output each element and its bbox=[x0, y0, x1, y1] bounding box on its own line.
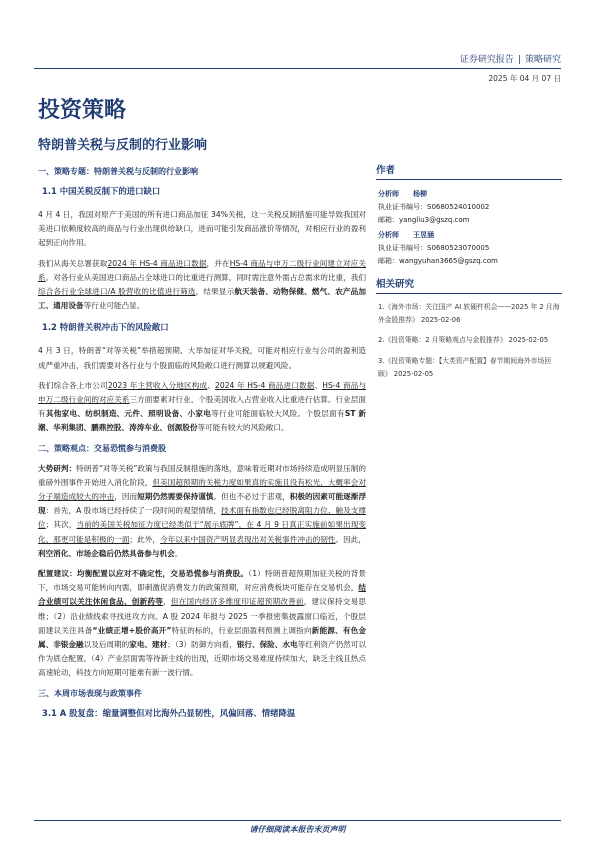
subsection-heading-1-1: 1.1 中国关税反制下的进口缺口 bbox=[42, 186, 161, 196]
author-email-link[interactable]: wangyuhan3665@gszq.com bbox=[399, 257, 498, 265]
author-card: 分析师 王昱涵 执业证书编号：S0680523070005 邮箱：wangyuhan3665@gszq.com bbox=[378, 231, 498, 265]
paragraph-3: 4 月 3 日，特朗普“对等关税”举措超预期、大举加征对华关税，可能对相应行业与公司的盈利造成严重冲击，我们需要对各行业与个股面临的风险敞口进行测算以规避风险。 bbox=[38, 346, 366, 370]
page-subtitle: 特朗普关税与反制的行业影响 bbox=[38, 138, 208, 153]
report-subtype: 策略研究 bbox=[524, 55, 561, 65]
related-research-item[interactable]: 2.《投资策略：2 月策略观点与金股推荐》 2025-02-05 bbox=[378, 336, 549, 345]
section-heading-3: 三、本周市场表现与政策事件 bbox=[38, 688, 142, 698]
paragraph-1: 4 月 4 日，我国对原产于美国的所有进口商品加征 34%关税，这一关税反制措施可能导致我国对美进口依赖度较高的商品与行业出现供给缺口，进而可能引发商品涨价等情况，对相应行业的盈利起到正向作用。 bbox=[38, 210, 366, 248]
footer-disclaimer: 请仔细阅读本报告末页声明 bbox=[249, 825, 346, 834]
report-date: 2025 年 04 月 07 日 bbox=[488, 74, 561, 83]
main-content bbox=[38, 162, 366, 730]
author-email-link[interactable]: yangliu3@gszq.com bbox=[399, 216, 470, 224]
separator: | bbox=[517, 55, 521, 65]
paragraph-6: 配置建议：均衡配置以应对不确定性，交易恐慌参与消费股。（1）特朗普超预期加征关税的背景下，市场交易可能转向内需，即刺激促消费发力的政策预期，对应消费板块可能存在交易机会，结合业绩可以关注休闲食品、创新药等，但在国内经济多维度印证超预期改善前，建议保持交易思维；（2）沿业绩线索寻找进攻方向。A 股 2024 年报与 2025 一季报密集披露窗口临近，个股层面建议关注具备“业绩正增+股价高开”特征的标的，行业层面盈利预测上调指向新能源、有色金属、非银金融以及后周期的家电、建材；（3）防御方向看，银行、保险、水电等红利资产仍然可以作为底仓配置。（4）产业层面需等待新主线的出现，近期市场交易难度持续加大，缺乏主线且热点高速轮动，科技方向短期可能难有新一波行情。 bbox=[38, 569, 367, 678]
related-research-heading: 相关研究 bbox=[376, 276, 562, 294]
report-type: 证券研究报告 bbox=[459, 55, 514, 65]
paragraph-4: 我们综合各上市公司2023 年主营收入分地区构成、2024 年 HS-4 商品进口数据、HS-4 商品与申万二级行业间的对应关系三方面要素对行业、个股美国收入占营业收入比重进行估算。行业层面有其他家电、纺织制造、元件、照明设备、小家电等行业可能面临较大风险。个股层面有ST 新潮、华利集团、鹏鼎控股、涛涛车业、创源股份等可能有较大的风险敞口。 bbox=[38, 380, 367, 433]
paragraph-2: 我们从海关总署获取2024 年 HS-4 商品进口数据，并在HS-4 商品与申万二级行业间建立对应关系。对各行业从美国进口商品占全球进口的比重进行测算，同时需注意外需占总需求的比重，我们综合各行业全球进口/A 股营收的比值进行筛选，结果显示航天装备、动物保健、燃气、农产品加工、通用设备等行业可能凸显。 bbox=[38, 258, 367, 311]
sidebar bbox=[376, 160, 562, 381]
footer-divider bbox=[34, 820, 561, 821]
header-divider bbox=[34, 68, 561, 69]
subsection-heading-1-2: 1.2 特朗普关税冲击下的风险敞口 bbox=[42, 322, 169, 333]
authors-heading: 作者 bbox=[376, 162, 562, 180]
section-heading-1: 一、策略专题：特朗普关税与反制的行业影响 bbox=[38, 167, 198, 176]
subsection-heading-3-1: 3.1 A 股复盘：缩量调整但对比海外凸显韧性，风偏回落、情绪降温 bbox=[42, 707, 296, 718]
paragraph-5: 大势研判：特朗普“对等关税”政策与我国反制措施的落地，意味着近期对市场持续造成明显压制的重磅外围事件开始进入消化阶段，但美国超预期的关税力度如果真的实施且没有松光，大概率会对分子端造成较大的冲击，因而短期仍然需要保持谨慎。但也不必过于悲观，积极的因素可能逐渐浮现：首先，A 股市场已经持续了一段时间的观望情绪，技术面有指数也已经脱离阻力位、触及支撑位；其次，当前的美国关税加征力度已经类似于“展示底牌”，在 4 月 9 日真正实施前如果出现变化、那更可能是积极的一面；此外，今年以来中国资产明显表现出对关税事件冲击的韧性。因此，利空消化、市场企稳后仍然具备参与机会。 bbox=[38, 463, 367, 558]
author-list bbox=[376, 188, 562, 268]
report-category bbox=[460, 52, 561, 65]
related-research-item[interactable]: 3.《投资策略专题：【大类资产配置】春节期间海外市场回顾》 2025-02-05 bbox=[378, 356, 552, 378]
section-heading-2: 二、策略观点：交易恐慌参与消费股 bbox=[38, 443, 166, 453]
related-research-item[interactable]: 1.《海外市场：关注国产 AI 软硬件机会——2025 年 2 月海外金股推荐》 2025-02-06 bbox=[378, 303, 560, 325]
page-title: 投资策略 bbox=[38, 98, 127, 123]
author-card: 分析师 杨柳 执业证书编号：S0680524010002 邮箱：yangliu3@gszq.com bbox=[378, 190, 490, 224]
